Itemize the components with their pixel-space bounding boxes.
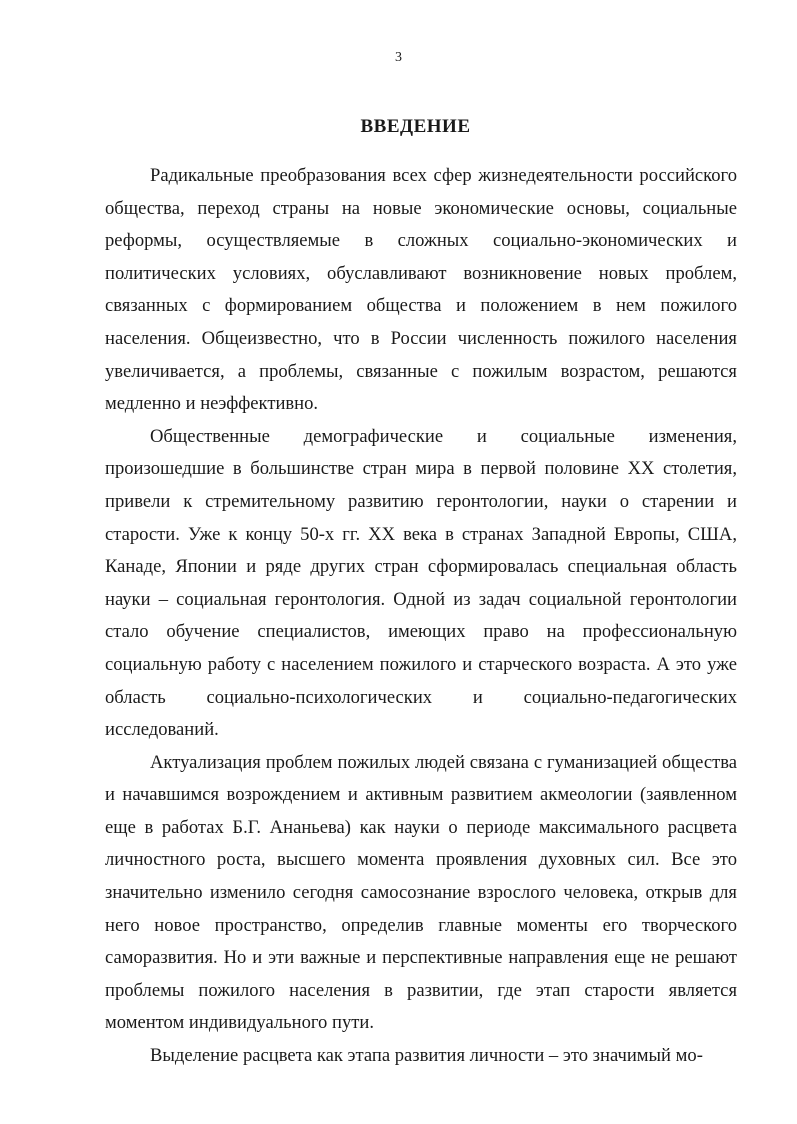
section-heading: ВВЕДЕНИЕ bbox=[360, 116, 471, 137]
page-number: 3 bbox=[395, 50, 402, 65]
body-text bbox=[105, 160, 737, 1073]
paragraph-4: Выделение расцвета как этапа развития личности – это значимый мо- bbox=[150, 1045, 703, 1067]
paragraph-2: Общественные демографические и социальные изменения, произошедшие в большинстве стран мира в первой половине XX столетия, привели к стремительному развитию геронтологии, науки о старении и старости. Уже к концу 50-х гг. XX века в странах Западной Европы, США, Канаде, Японии и ряде других стран сформировалась специальная область науки – социальная геронтология. Одной из задач социальной геронтологии стало обучение специалистов, имеющих право на профессиональную социальную работу с населением пожилого и старческого возраста. А это уже область социально-психологических и социально-педагогических исследований. bbox=[105, 425, 737, 741]
paragraph-1: Радикальные преобразования всех сфер жизнедеятельности российского общества, переход страны на новые экономические основы, социальные реформы, осуществляемые в сложных социально-экономических и политических условиях, обуславливают возникновение новых проблем, связанных с формированием общества и положением в нем пожилого населения. Общеизвестно, что в России численность пожилого населения увеличивается, а проблемы, связанные с пожилым возрастом, решаются медленно и неэффективно. bbox=[105, 165, 737, 415]
paragraph-3: Актуализация проблем пожилых людей связана с гуманизацией общества и начавшимся возрождением и активным развитием акмеологии (заявленном еще в работах Б.Г. Ананьева) как науки о периоде максимального расцвета личностного роста, высшего момента проявления духовных сил. Все это значительно изменило сегодня самосознание взрослого человека, открыв для него новое пространство, определив главные моменты его творческого саморазвития. Но и эти важные и перспективные направления еще не решают проблемы пожилого населения в развитии, где этап старости является моментом индивидуального пути. bbox=[105, 751, 737, 1034]
